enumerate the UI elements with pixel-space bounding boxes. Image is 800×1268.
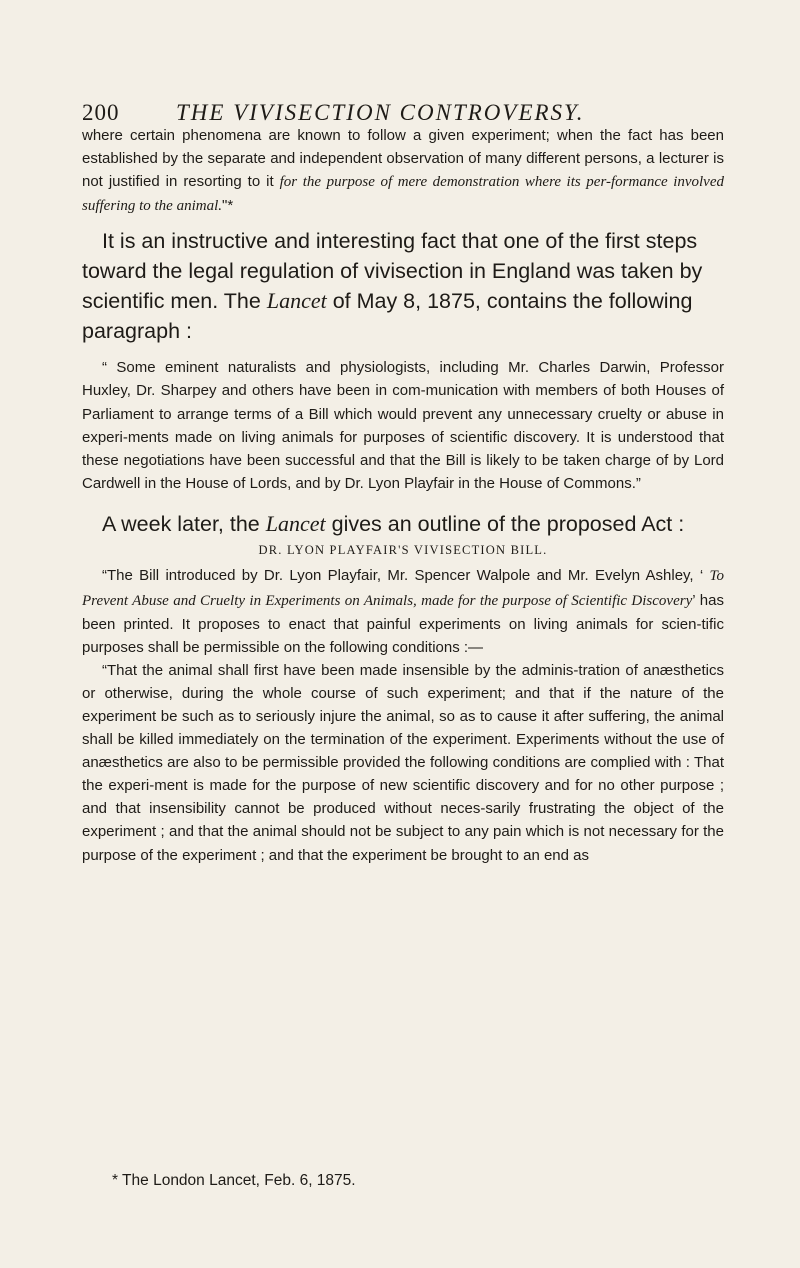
text-run: where certain phenomena are known to follow a given experiment; when the fact has been established by the separate and independent observation of many different persons, a lecturer is not justified in resorting to it <box>82 127 724 191</box>
paragraph-conditions: “That the animal shall first have been made insensible by the adminis-tration of anæsthetics or otherwise, during the whole course of such experiment; and that if the nature of the experiment be such as to seriously injure the animal, so as to cause it after suffering, the animal shall be killed immediately on the termination of the experiment. Experiments without the use of anæsthetics are also to be permissible provided the following conditions are complied with : That the experi-ment is made for the purpose of new scientific discovery and for no other purpose ; and that insensibility cannot be produced without neces-sarily frustrating the object of the experiment ; and that the animal should not be subject to any pain which is not necessary for the purpose of the experiment ; and that the experiment be brought to an end as <box>82 661 724 864</box>
paragraph-week-later <box>82 509 724 540</box>
text-run: of May 8, 1875, contains the following paragraph : <box>82 289 693 343</box>
running-header <box>82 100 722 126</box>
paragraph-quote-continuation <box>82 124 724 218</box>
italic-run: To Prevent Abuse and Cruelty in Experiments on Animals, made for the purpose of Scientific Discovery <box>82 568 724 609</box>
text-run: A week later, the <box>102 511 266 536</box>
text-run: “The Bill introduced by Dr. Lyon Playfair, Mr. Spencer Walpole and Mr. Evelyn Ashley, ‘ <box>102 567 710 585</box>
italic-run: for the purpose of mere demonstration where its per-formance involved suffering to the animal. <box>82 174 725 215</box>
italic-run: Lancet <box>265 510 326 536</box>
paragraph-bill-introduced <box>82 564 724 658</box>
page-number: 200 <box>82 100 120 125</box>
text-run: gives an outline of the proposed Act : <box>325 511 685 536</box>
italic-run: Lancet <box>266 288 327 314</box>
running-title: THE VIVISECTION CONTROVERSY. <box>176 100 585 125</box>
bill-heading: DR. LYON PLAYFAIR'S VIVISECTION BILL. <box>258 543 548 558</box>
page-body <box>82 124 724 867</box>
text-run: "* <box>222 197 234 215</box>
text-run: It is an instructive and interesting fact that one of the first steps toward the legal regulation of vivisection in England was taken by scientific men. The <box>82 229 703 314</box>
paragraph-instructive-fact <box>82 227 724 346</box>
paragraph-lancet-quote: “ Some eminent naturalists and physiologists, including Mr. Charles Darwin, Professor Huxley, Dr. Sharpey and others have been in com-munication with members of both Houses of Parliament to arrange terms of a Bill which would prevent any unnecessary cruelty or abuse in experi-ments made on living animals for purposes of scientific discovery. It is understood that these negotiations have been successful and that the Bill is likely to be taken charge of by Lord Cardwell in the House of Lords, and by Dr. Lyon Playfair in the House of Commons.” <box>82 359 724 492</box>
footnote: * The London Lancet, Feb. 6, 1875. <box>112 1172 356 1189</box>
text-run: ’ has been printed. It proposes to enact that painful experiments on living animals for scien-tific purposes shall be permissible on the following conditions :— <box>82 591 724 656</box>
